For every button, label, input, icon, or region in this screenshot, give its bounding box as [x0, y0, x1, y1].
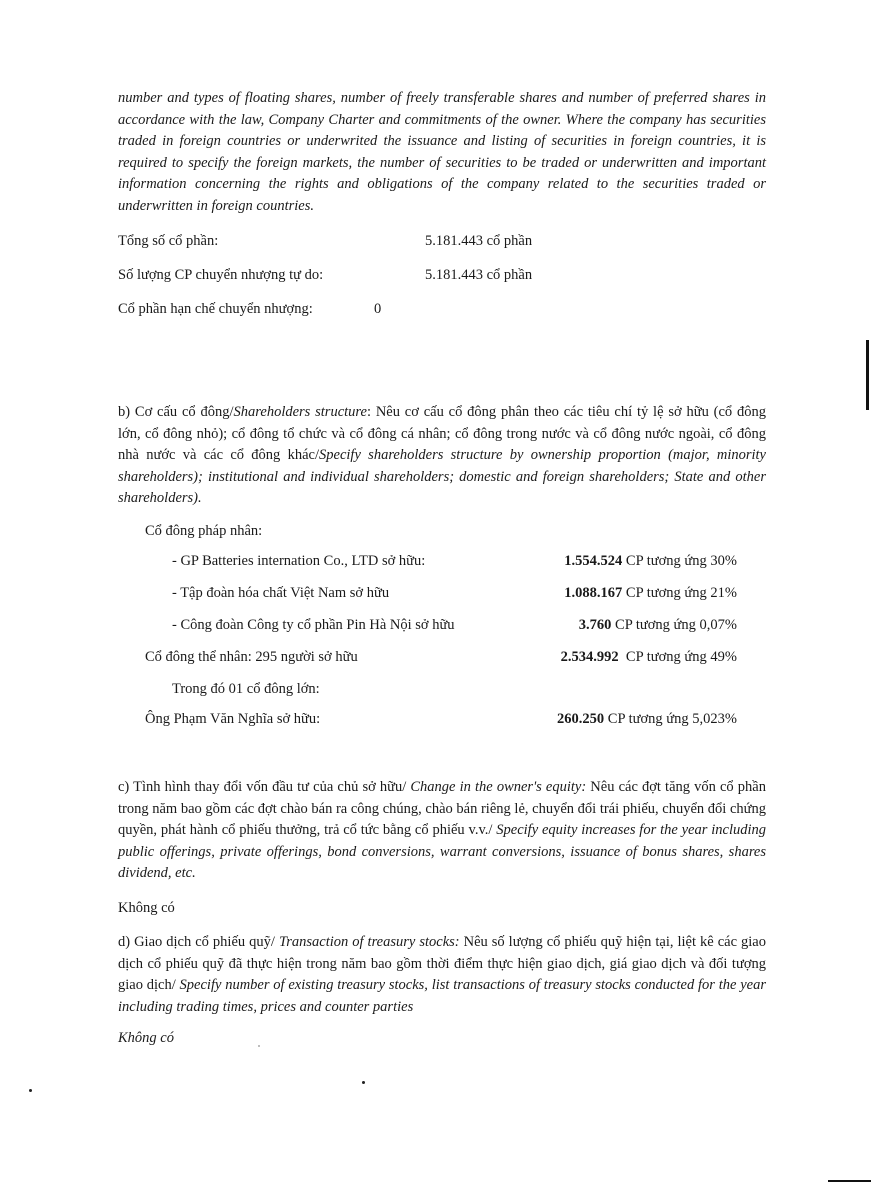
section-c-text-en: Specify equity increases for the year including public offerings, private offerings, bond conversions, warrant conversions, issuance of bonus shares, shares dividend, etc.: [118, 822, 766, 881]
total-shares-label: Tổng số cổ phần:: [118, 233, 219, 249]
individuals-label: Cổ đông thể nhân: 295 người sở hữu: [145, 649, 358, 665]
restricted-shares-label: Cổ phần hạn chế chuyển nhượng:: [118, 301, 313, 317]
scan-dot: [258, 1045, 260, 1047]
section-b-paragraph: [118, 402, 766, 510]
section-b-text-en: Specify shareholders structure by ownership proportion (major, minority shareholders); institutional and individual shareholders; domestic and foreign shareholders; State and other shareholders).: [118, 447, 766, 506]
section-c-answer: Không có: [118, 900, 175, 916]
shareholder-row-amount: 1.088.167 CP tương ứng 21%: [564, 585, 737, 601]
section-c-lead: c) Tình hình thay đổi vốn đầu tư của chủ sở hữu/: [118, 779, 411, 795]
scan-bottom-line: [828, 1180, 871, 1182]
restricted-shares-value: 0: [374, 301, 382, 317]
section-b-lead: b) Cơ cấu cổ đông/: [118, 404, 234, 420]
shareholder-row-name: - Tập đoàn hóa chất Việt Nam sở hữu: [172, 585, 390, 601]
scan-dot: [362, 1081, 365, 1084]
scan-edge-mark: [866, 340, 869, 410]
individuals-amount: 2.534.992 CP tương ứng 49%: [560, 649, 737, 665]
section-d-text-vi: Nêu số lượng cổ phiếu quỹ hiện tại, liệt kê các giao dịch cổ phiếu quỹ đã thực hiện trong năm bao gồm thời điểm thực hiện giao dịch, giá giao dịch và đối tượng giao dịch/: [118, 934, 766, 993]
section-d-answer: Không có: [118, 1030, 174, 1046]
section-c-paragraph: [118, 777, 766, 885]
shareholder-row-name: - Công đoàn Công ty cổ phần Pin Hà Nội sở hữu: [172, 617, 455, 633]
shareholder-row-amount: 3.760 CP tương ứng 0,07%: [578, 617, 737, 633]
section-b-text-vi: : Nêu cơ cấu cổ đông phân theo các tiêu chí tỷ lệ sở hữu (cổ đông lớn, cổ đông nhỏ); cổ đông tổ chức và cổ đông cá nhân; cổ đông trong nước và cổ đông nước ngoài, cổ đông nhà nước và các cổ đông khác/: [118, 404, 766, 463]
legal-entities-label: Cổ đông pháp nhân:: [145, 523, 263, 539]
major-shareholder-amount: 260.250 CP tương ứng 5,023%: [557, 711, 737, 727]
section-d-lead-en: Transaction of treasury stocks:: [278, 934, 460, 950]
total-shares-value: 5.181.443 cổ phần: [425, 233, 533, 249]
free-shares-label: Số lượng CP chuyển nhượng tự do:: [118, 267, 324, 283]
section-c-lead-en: Change in the owner's equity:: [410, 779, 587, 795]
section-d-lead: d) Giao dịch cổ phiếu quỹ/: [118, 934, 279, 950]
major-shareholder-name: Ông Phạm Văn Nghĩa sở hữu:: [145, 711, 321, 727]
section-d-paragraph: [118, 932, 766, 1018]
intro-paragraph: number and types of floating shares, number of freely transferable shares and number of preferred shares in accordance with the law, Company Charter and commitments of the owner. Where the company has securities traded in foreign countries or underwrited the issuance and listing of securities in foreign countries, it is required to specify the foreign markets, the number of securities to be traded or underwritten and important information concerning the rights and obligations of the company related to the securities traded or underwritten in foreign countries.: [118, 90, 766, 214]
section-d-text-en: Specify number of existing treasury stocks, list transactions of treasury stocks conducted for the year including trading times, prices and counter parties: [118, 977, 766, 1015]
section-c-text-vi: Nêu các đợt tăng vốn cổ phần trong năm bao gồm các đợt chào bán ra công chúng, chào bán riêng lẻ, chuyển đổi trái phiếu, chuyển đổi chứng quyền, phát hành cổ phiếu thưởng, trả cổ tức bằng cổ phiếu v.v./: [118, 779, 766, 838]
major-shareholder-note: Trong đó 01 cổ đông lớn:: [172, 681, 320, 697]
free-shares-value: 5.181.443 cổ phần: [425, 267, 533, 283]
scan-dot: [29, 1089, 32, 1092]
shareholder-row-amount: 1.554.524 CP tương ứng 30%: [564, 553, 737, 569]
section-b-lead-en: Shareholders structure: [233, 404, 367, 420]
shareholder-row-name: - GP Batteries internation Co., LTD sở hữu:: [172, 553, 426, 569]
